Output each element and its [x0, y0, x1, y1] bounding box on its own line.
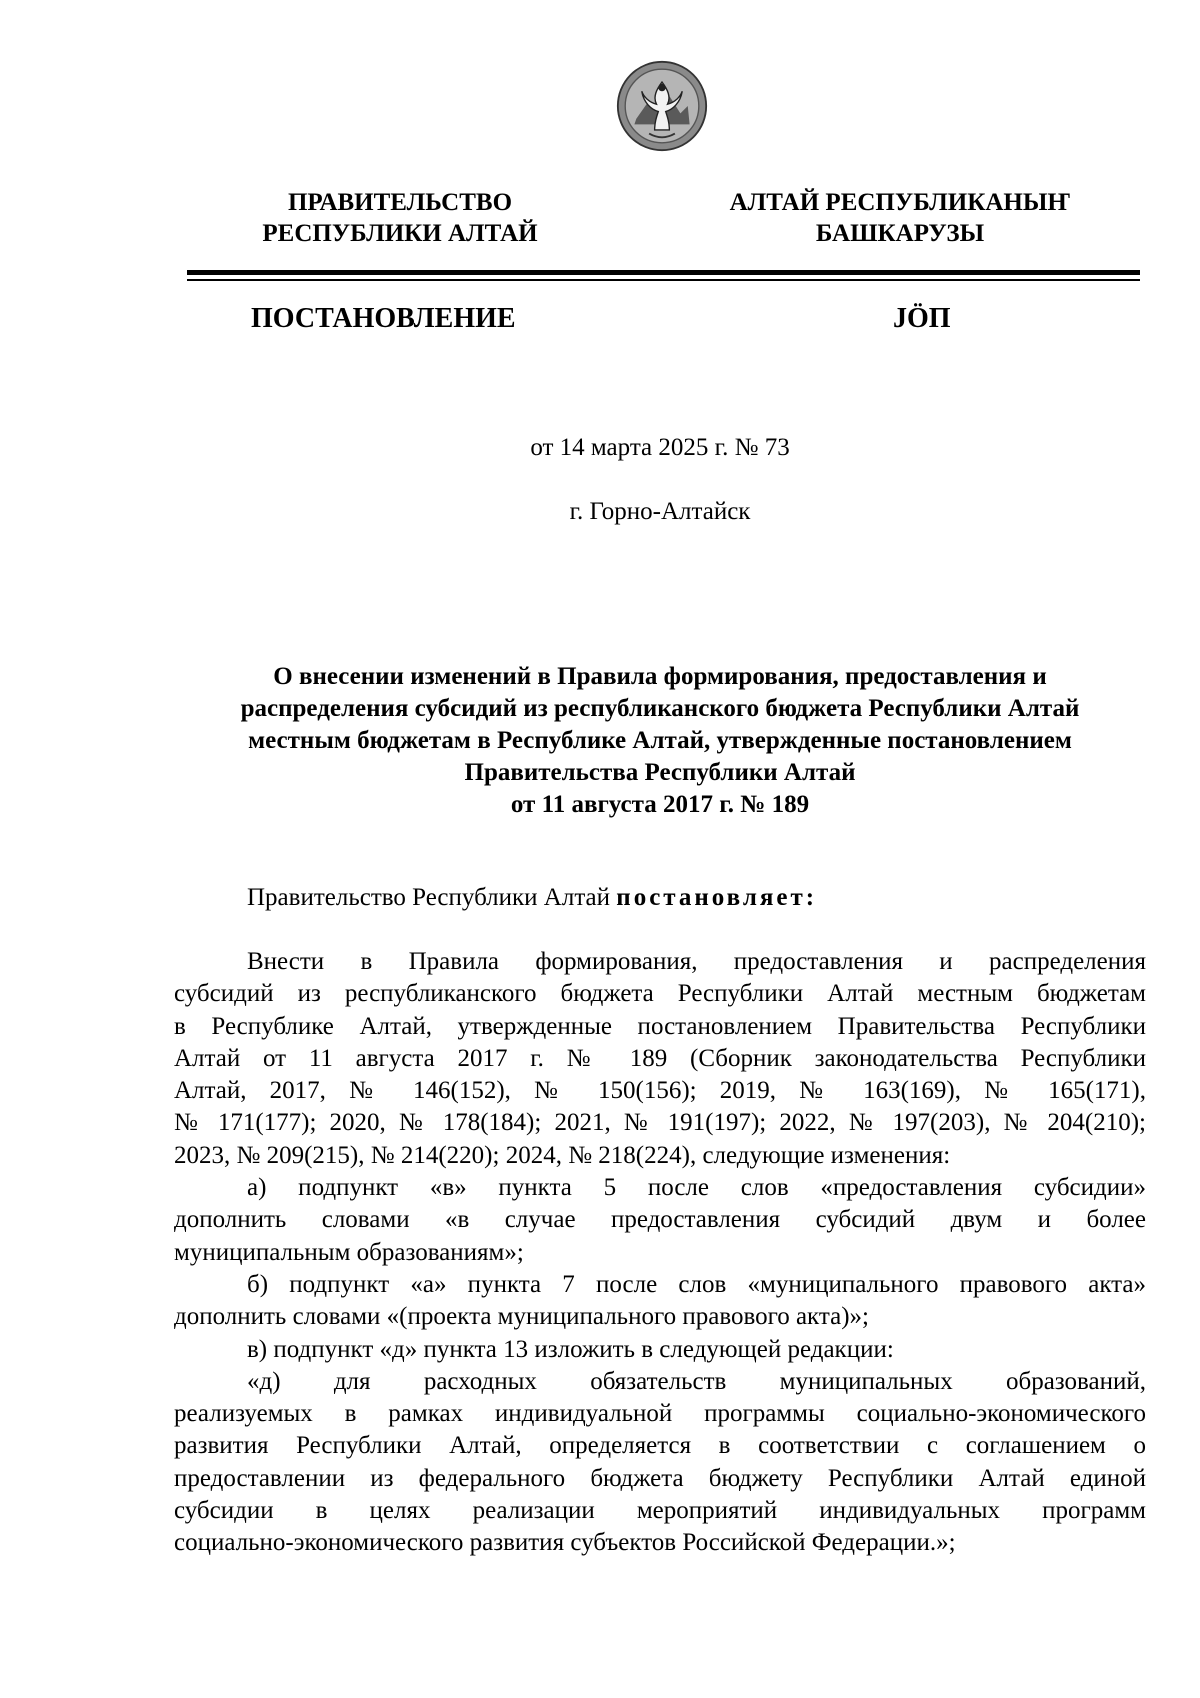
body-text-line: б) подпункт «а» пункта 7 после слов «муниципального правового акта»	[247, 1270, 1146, 1298]
body-text-line: реализуемых в рамках индивидуальной программы социально-экономического	[174, 1400, 1146, 1428]
document-type-altai: JӦП	[893, 303, 951, 334]
body-text-line: Внести в Правила формирования, предоставления и распределения	[247, 948, 1146, 975]
government-name-altai	[720, 187, 1080, 249]
body-text-line: дополнить словами «в случае предоставления субсидий двум и более	[174, 1206, 1146, 1234]
body-text-line: субсидии в целях реализации мероприятий индивидуальных программ	[174, 1497, 1146, 1525]
document-date-number: от 14 марта 2025 г. № 73	[530, 434, 790, 461]
header-divider-thin	[187, 279, 1140, 281]
decree-prefix: Правительство Республики Алтай	[247, 884, 617, 911]
document-city: г. Горно-Алтайск	[569, 498, 751, 525]
body-text-line: Алтай, 2017, № 146(152), № 150(156); 2019, № 163(169), № 165(171),	[174, 1077, 1146, 1105]
government-name-line: БАШКАРУЗЫ	[815, 220, 985, 247]
decree-statement	[247, 883, 817, 913]
document-title	[170, 661, 1150, 821]
body-text-line: социально-экономического развития субъектов Российской Федерации.»;	[174, 1529, 956, 1557]
body-text-line: предоставлении из федерального бюджета бюджету Республики Алтай единой	[174, 1464, 1146, 1492]
title-line: О внесении изменений в Правила формирования, предоставления и	[273, 663, 1047, 690]
document-type-russian: ПОСТАНОВЛЕНИЕ	[251, 303, 516, 334]
body-text-line: субсидий из республиканского бюджета Республики Алтай местным бюджетам	[174, 980, 1146, 1008]
government-name-line: АЛТАЙ РЕСПУБЛИКАНЫҤ	[729, 189, 1071, 216]
title-line: распределения субсидий из республиканского бюджета Республики Алтай	[240, 695, 1080, 722]
decree-verb: постановляет:	[616, 884, 818, 911]
body-text-line: в) подпункт «д» пункта 13 изложить в следующей редакции:	[247, 1335, 894, 1363]
body-text-line: «д) для расходных обязательств муниципальных образований,	[247, 1367, 1146, 1395]
body-text-line: в Республике Алтай, утвержденные постановлением Правительства Республики	[174, 1012, 1146, 1040]
body-text-line: дополнить словами «(проекта муниципального правового акта)»;	[174, 1303, 869, 1331]
title-line: от 11 августа 2017 г. № 189	[510, 791, 810, 818]
header-divider-thick	[187, 270, 1140, 275]
government-name-russian	[220, 187, 580, 249]
body-text-line: № 171(177); 2020, № 178(184); 2021, № 191(197); 2022, № 197(203), № 204(210);	[174, 1109, 1146, 1137]
title-line: Правительства Республики Алтай	[464, 759, 856, 786]
title-line: местным бюджетам в Республике Алтай, утвержденные постановлением	[248, 727, 1072, 754]
document-body	[174, 946, 1146, 1560]
body-text-line: Алтай от 11 августа 2017 г. № 189 (Сборник законодательства Республики	[174, 1044, 1146, 1072]
government-name-line: ПРАВИТЕЛЬСТВО	[287, 189, 513, 216]
republic-altai-emblem-icon	[616, 60, 708, 152]
body-text-line: 2023, № 209(215), № 214(220); 2024, № 218(224), следующие изменения:	[174, 1141, 951, 1169]
government-name-line: РЕСПУБЛИКИ АЛТАЙ	[262, 220, 538, 247]
body-text-line: муниципальным образованиям»;	[174, 1238, 524, 1266]
body-text-line: а) подпункт «в» пункта 5 после слов «предоставления субсидии»	[247, 1174, 1146, 1202]
body-text-line: развития Республики Алтай, определяется в соответствии с соглашением о	[174, 1432, 1146, 1460]
